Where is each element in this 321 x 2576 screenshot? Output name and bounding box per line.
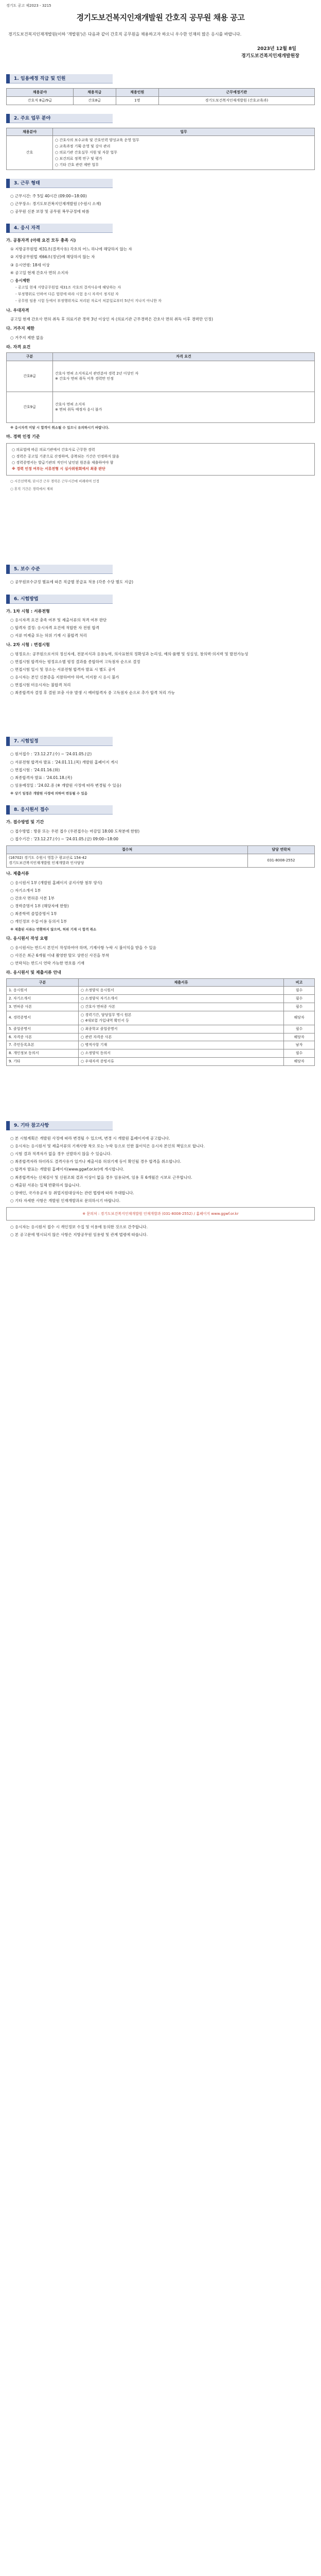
- page-title: 경기도보건복지인재개발원 간호직 공무원 채용 공고: [76, 12, 245, 22]
- col-header: 채용인원: [116, 88, 158, 96]
- table-row: [7, 361, 315, 392]
- list-item: ○ 평정요소: 공무원으로서의 정신자세, 전문지식과 응용능력, 의사표현의 정확성과 논리성, 예의·품행 및 성실성, 창의력·의지력 및 발전가능성: [10, 651, 248, 656]
- section-bar: [6, 737, 10, 746]
- residence-text: ○ 거주지 제한 없음: [10, 335, 44, 340]
- list-item: ○ 자기소개서 1부: [10, 888, 41, 893]
- list-item: ○ 의료기관 간호실무 지원 및 자문 업무: [55, 150, 117, 155]
- section-bar: [6, 595, 10, 604]
- table-cell: 6. 자격증 사본: [7, 1033, 79, 1041]
- col-header: 비고: [284, 978, 315, 987]
- schedule-warning: ※ 상기 일정은 개발원 사정에 의하여 변동될 수 있음: [10, 791, 88, 796]
- list-item: ○ 개인정보 수집·이용 동의서 1부: [10, 919, 67, 924]
- list-item: ○ 최종합격자 결정 후 결원 보충 사유 발생 시 예비합격자 중 고득점자 순으로 추가 합격 처리 가능: [10, 690, 175, 696]
- list-item: ○ 시험 결과 적격자가 없을 경우 선발하지 않을 수 있습니다.: [10, 1151, 112, 1157]
- contact-box: [6, 1207, 315, 1221]
- intro-text: 경기도보건복지인재개발원(이하 '개발원')은 다음과 같이 간호직 공무원을 채용하고자 하오니 우수한 인재의 많은 응시를 바랍니다.: [8, 32, 242, 37]
- spacer: [6, 1066, 315, 1112]
- subsection-title: 라. 응시원서 및 제출서류 안내: [6, 970, 61, 975]
- list-item: ○ 응시자격 요건 충족 여부 및 제출서류의 적격 여부 판단: [10, 617, 107, 622]
- table-row: [7, 1011, 315, 1025]
- table-cell: 7. 주민등록초본: [7, 1041, 79, 1049]
- table-cell: 해당자: [284, 1058, 315, 1066]
- list-item: ② 지방공무원법 제66조(정년)에 해당하지 않는 자: [10, 255, 95, 260]
- doc-note: ※ 제출된 서류는 반환하지 않으며, 허위 기재 시 합격 취소: [10, 927, 97, 932]
- table-cell: 간호8급: [7, 361, 53, 392]
- notice-date: 2023년 12월 8일: [257, 46, 296, 52]
- table-cell: ○ 최종학교 졸업증명서: [79, 1025, 284, 1033]
- subsection-title: 다. 거주지 제한: [6, 326, 34, 331]
- col-header: 채용분야: [7, 128, 53, 136]
- list-item: ○ 최종학력 졸업증명서 1부: [10, 911, 57, 917]
- list-item: ○ 최종합격자는 신체검사 및 신원조회 결과 이상이 없을 경우 임용되며, 임용 후 6개월간 시보로 근무합니다.: [10, 1175, 192, 1180]
- spacer: [6, 697, 315, 728]
- subsection-title: 가. 접수방법 및 기간: [6, 820, 44, 825]
- table-cell: 간호사 면허 소지자 ※ 면허 취득 예정자 응시 불가: [53, 392, 315, 422]
- table-cell: 8. 개인정보 동의서: [7, 1049, 79, 1058]
- table-row: [7, 1041, 315, 1049]
- career-box: [6, 443, 315, 476]
- section-4-header: [6, 223, 315, 233]
- section-9-title: 9. 기타 참고사항: [10, 1121, 113, 1130]
- table-cell: 필수: [284, 1025, 315, 1033]
- section-8-title: 8. 응시원서 접수: [10, 805, 113, 815]
- section-bar: [6, 74, 10, 83]
- list-item: ○ 최종합격자라 하더라도 결격사유가 있거나 제출서류 허위기재 등이 확인될 경우 합격을 취소합니다.: [10, 1159, 182, 1164]
- subsection-title: 다. 응시원서 작성 요령: [6, 936, 48, 941]
- list-item: ○ 면접시험 합격자는 평정요소별 평정 결과를 종합하여 고득점자 순으로 결정: [10, 659, 140, 664]
- list-item: ○ 면접시험 미응시자는 불합격 처리: [10, 683, 71, 688]
- list-item: ○ 본 시험계획은 개발원 사정에 따라 변경될 수 있으며, 변경 시 개발원 홈페이지에 공고합니다.: [10, 1136, 170, 1141]
- positions-table: [6, 88, 315, 105]
- section-5-title: 5. 보수 수준: [10, 565, 113, 574]
- list-item: ○ 접수기간 : '23.12.27.(수) ~ '24.01.05.(금) 09:00~18:00: [10, 836, 119, 841]
- table-cell: ○ 소정양식 자기소개서: [79, 995, 284, 1003]
- col-header: 업무: [53, 128, 315, 136]
- table-cell: 9. 기타: [7, 1058, 79, 1066]
- section-9-header: [6, 1121, 315, 1131]
- col-header: 근무예정기관: [158, 88, 314, 96]
- table-cell: 필수: [284, 987, 315, 995]
- warning-text: ※ 응시자격 미달 시 합격이 취소될 수 있으니 유의하시기 바랍니다.: [10, 425, 110, 430]
- list-item: ○ 휴직 기간은 경력에서 제외: [10, 487, 53, 492]
- table-cell: 4. 경력증명서: [7, 1011, 79, 1025]
- list-item: ※ 경력 인정 여부는 서류전형 시 심사위원회에서 최종 판단: [12, 467, 105, 471]
- address-table: [6, 845, 315, 868]
- col-header: 구분: [7, 978, 79, 987]
- list-item: - 공무원 임용 시험 등에서 부정행위자로 처리된 자로서 처분일로부터 5년이 지나지 아니한 자: [15, 298, 162, 303]
- table-cell: ○ 관련 자격증 사본: [79, 1033, 284, 1041]
- list-item: ○ 근무시간: 주 5일 40시간 (09:00~18:00): [10, 193, 87, 198]
- col-header: 담당 연락처: [248, 845, 315, 854]
- list-item: ④ 공고일 현재 간호사 면허 소지자: [10, 270, 68, 275]
- list-item: ③ 응시연령: 18세 이상: [10, 262, 50, 267]
- list-item: ○ 간호사의 보수교육 및 간호인력 양성교육 운영 업무: [55, 138, 139, 143]
- section-bar: [6, 565, 10, 574]
- table-cell: 해당자: [284, 1011, 315, 1025]
- table-cell: 3. 면허증 사본: [7, 1003, 79, 1011]
- table-row: [7, 1025, 315, 1033]
- pay-text: ○ 공무원보수규정 별표에 따른 직급별 봉급표 적용 (각종 수당 별도 지급): [10, 580, 134, 585]
- section-bar: [6, 114, 10, 123]
- duties-table: [6, 128, 315, 170]
- table-cell: 간호9급: [7, 392, 53, 422]
- section-7-title: 7. 시험일정: [10, 737, 113, 746]
- section-3-header: [6, 178, 315, 189]
- list-item: ○ 응시원서 1부 (개발원 홈페이지 공지사항 첨부 양식): [10, 880, 102, 885]
- table-cell: ○ 소정양식 응시원서: [79, 987, 284, 995]
- section-2-header: [6, 113, 315, 124]
- list-item: ○ 경력증명서 1부 (해당자에 한함): [10, 904, 69, 909]
- table-cell: 해당자: [284, 1033, 315, 1041]
- list-item: ○ 의료법에 따른 의료기관에서 간호사로 근무한 경력: [12, 448, 95, 452]
- table-cell: 남자: [284, 1041, 315, 1049]
- notice-number: 경기도 공고 제2023 - 3215: [6, 4, 51, 8]
- list-item: ○ 시간선택제, 단시간 근무 경력은 근무시간에 비례하여 인정: [10, 479, 99, 484]
- contact-text: ※ 문의처 : 경기도보건복지인재개발원 인재개발과 (031-8008-2552) / 홈페이지 www.ggwf.or.kr: [82, 1212, 239, 1216]
- list-item: ○ 면접시험 일시 및 장소는 서류전형 합격자 발표 시 별도 공지: [10, 667, 116, 672]
- list-item: ○ 연락처는 반드시 연락 가능한 번호를 기재: [10, 961, 85, 966]
- requirements-table: [6, 352, 315, 423]
- table-row: [7, 1033, 315, 1041]
- list-item: ○ 경력은 공고일 기준으로 산정하며, 중복되는 기간은 인정하지 않음: [12, 454, 119, 459]
- table-cell: ○ 간호사 면허증 사본: [79, 1003, 284, 1011]
- table-cell: 간호직 8급/9급: [7, 96, 74, 105]
- schedule-item: ○ 원서접수 : '23.12.27.(수) ~ '24.01.05.(금): [10, 752, 92, 757]
- section-4-title: 4. 응시 자격: [10, 224, 113, 233]
- subsection-title: 가. 1차 시험 : 서류전형: [6, 608, 50, 614]
- table-row: [7, 987, 315, 995]
- section-1-header: [6, 74, 315, 84]
- schedule-item: ○ 면접시험 : '24.01.16.(화): [10, 767, 60, 772]
- subsection-title: 나. 우대자격: [6, 308, 29, 313]
- table-row: [7, 1003, 315, 1011]
- list-item: ○ 본 공고문에 명시되지 않은 사항은 지방공무원 임용령 및 관계 법령에 따릅니다.: [10, 1232, 148, 1238]
- table-cell: 간호: [7, 136, 53, 170]
- table-cell: ○ 경력기간, 담당업무 명시 원본 ○ 4대보험 가입내역 확인서 등: [79, 1011, 284, 1025]
- section-bar: [6, 805, 10, 815]
- restrict-title: ○ 응시제한: [10, 278, 30, 283]
- list-item: ○ 경력증명서는 발급기관의 직인이 날인된 원본을 제출하여야 함: [12, 460, 114, 465]
- subsection-title: 마. 경력 인정 기준: [6, 434, 40, 439]
- col-header: 채용직급: [73, 88, 116, 96]
- table-row: [7, 1049, 315, 1058]
- list-item: ○ 보건의료 정책 연구 및 평가: [55, 156, 102, 161]
- list-item: ○ 교육과정 기획·운영 및 강사 관리: [55, 144, 111, 149]
- list-item: ○ 근무장소: 경기도보건복지인재개발원 (수원시 소재): [10, 201, 101, 206]
- col-header: 자격 요건: [53, 353, 315, 361]
- col-header: 접수처: [7, 845, 248, 854]
- list-item: ○ 서류 미제출 또는 허위 기재 시 불합격 처리: [10, 633, 87, 638]
- documents-table: [6, 978, 315, 1066]
- spacer: [6, 494, 315, 556]
- table-row: [7, 96, 315, 105]
- section-1-title: 1. 임용예정 직급 및 인원: [10, 74, 113, 83]
- subsection-title: 나. 2차 시험 : 면접시험: [6, 642, 50, 648]
- list-item: - 부정행위로 인하여 다른 법령에 따라 시험 응시 자격이 정지된 자: [15, 292, 119, 296]
- table-cell: 간호사 면허 소지자로서 관련분야 경력 2년 이상인 자 ※ 간호사 면허 취득 이후 경력만 인정: [53, 361, 315, 392]
- list-item: ○ 공무원 신분 보장 및 공무원 복무규정에 따름: [10, 209, 90, 214]
- section-bar: [6, 1121, 10, 1130]
- section-6-header: [6, 594, 315, 604]
- list-item: ○ 응시자는 응시원서 및 제출서류의 기재사항 착오 또는 누락 등으로 인한 불이익은 응시자 본인의 책임으로 합니다.: [10, 1144, 205, 1149]
- subsection-title: 가. 공통자격 (아래 요건 모두 충족 시): [6, 238, 76, 243]
- table-cell: 필수: [284, 1049, 315, 1058]
- table-cell: (16702) 경기도 수원시 영통구 광교산로 154-42 경기도보건복지인재개발원 인재개발과 인사담당: [7, 854, 248, 868]
- list-item: ○ 제출된 서류는 일체 반환하지 않습니다.: [10, 1182, 81, 1188]
- table-cell: 1. 응시원서: [7, 987, 79, 995]
- table-cell: ○ 우대자격 증빙서류: [79, 1058, 284, 1066]
- list-item: ○ 기타 자세한 사항은 개발원 인재개발과로 문의하시기 바랍니다.: [10, 1198, 120, 1203]
- table-cell: 2. 자기소개서: [7, 995, 79, 1003]
- schedule-item: ○ 서류전형 합격자 발표 : '24.01.11.(목) 개발원 홈페이지 게시: [10, 759, 118, 765]
- list-item: ○ 응시원서는 반드시 본인이 작성하여야 하며, 기재사항 누락 시 불이익을 받을 수 있음: [10, 945, 156, 950]
- section-7-header: [6, 736, 315, 747]
- col-header: 채용분야: [7, 88, 74, 96]
- notice-org: 경기도보건복지인재개발원장: [241, 53, 299, 59]
- subsection-title: 라. 자격 요건: [6, 344, 31, 349]
- table-row: [7, 136, 315, 170]
- section-bar: [6, 179, 10, 188]
- list-item: ○ 합격자 결정: 응시자격 요건에 적합한 자 전원 합격: [10, 625, 100, 631]
- schedule-item: ○ 임용예정일 : '24.02.중 (※ 개발원 사정에 따라 변경될 수 있음): [10, 783, 121, 788]
- col-header: 제출서류: [79, 978, 284, 987]
- duties-cell: [53, 136, 315, 170]
- list-item: ○ 응시자는 응시원서 접수 시 개인정보 수집 및 이용에 동의한 것으로 간주합니다.: [10, 1225, 148, 1230]
- pref-text: 공고일 현재 간호사 면허 취득 후 의료기관 경력 3년 이상인 자 (의료기관 근무경력은 간호사 면허 취득 이후 경력만 인정): [10, 317, 213, 322]
- section-2-title: 2. 주요 업무 분야: [10, 114, 113, 123]
- list-item: ○ 기타 간호 관련 제반 업무: [55, 162, 99, 167]
- table-cell: 간호8급: [73, 96, 116, 105]
- section-8-header: [6, 805, 315, 815]
- table-cell: 경기도보건복지인재개발원 (간호교육과): [158, 96, 314, 105]
- list-item: ○ 사진은 최근 6개월 이내 촬영한 탈모 상반신 사진을 부착: [10, 953, 110, 958]
- subsection-title: 나. 제출서류: [6, 871, 29, 876]
- list-item: ○ 합격자 발표는 개발원 홈페이지(www.ggwf.or.kr)에 게시합니다.: [10, 1167, 124, 1172]
- table-cell: 1명: [116, 96, 158, 105]
- list-item: ○ 장애인, 국가유공자 등 취업지원대상자는 관련 법령에 따라 우대합니다.: [10, 1190, 134, 1195]
- table-row: [7, 1058, 315, 1066]
- table-cell: 필수: [284, 1003, 315, 1011]
- section-bar: [6, 224, 10, 233]
- table-cell: ○ 병적사항 기재: [79, 1041, 284, 1049]
- list-item: ○ 접수방법 : 방문 또는 우편 접수 (우편접수는 마감일 18:00 도착분에 한함): [10, 828, 140, 834]
- table-cell: 필수: [284, 995, 315, 1003]
- table-row: [7, 392, 315, 422]
- table-row: [7, 854, 315, 868]
- section-5-header: [6, 564, 315, 574]
- section-6-title: 6. 시험방법: [10, 595, 113, 604]
- table-row: [7, 995, 315, 1003]
- section-3-title: 3. 근무 형태: [10, 179, 113, 188]
- table-cell: 031-8008-2552: [248, 854, 315, 868]
- list-item: - 공고일 현재 지방공무원법 제31조 각호의 결격사유에 해당하는 자: [15, 285, 121, 290]
- list-item: ○ 응시자는 본인 신분증을 지참하여야 하며, 미지참 시 응시 불가: [10, 675, 119, 680]
- table-cell: ○ 소정양식 동의서: [79, 1049, 284, 1058]
- list-item: ○ 간호사 면허증 사본 1부: [10, 895, 55, 901]
- col-header: 구분: [7, 353, 53, 361]
- list-item: ① 지방공무원법 제31조(결격사유) 각호의 어느 하나에 해당하지 않는 자: [10, 247, 132, 252]
- schedule-item: ○ 최종합격자 발표 : '24.01.18.(목): [10, 775, 73, 780]
- table-cell: 5. 졸업증명서: [7, 1025, 79, 1033]
